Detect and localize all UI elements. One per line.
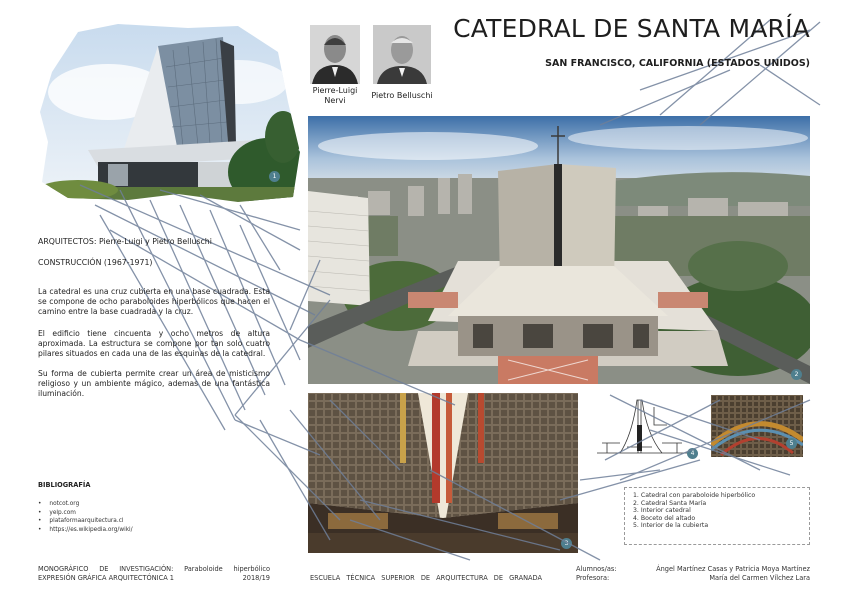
bibliography-item-text: plataformaarquitectura.cl [49, 518, 124, 525]
teacher-label: Profesora: [576, 574, 610, 582]
footer-word: DE [420, 574, 431, 582]
bibliography-item [38, 509, 133, 518]
bibliography-item-text: https://es.wikipedia.org/wiki/ [49, 526, 133, 533]
bibliography-item-text: yelp.com [49, 509, 76, 516]
footer-word: ARQUITECTURA [436, 574, 488, 582]
portrait-belluschi-art [373, 25, 431, 84]
description-paragraph-1: La catedral es una cruz cubierta en una base cuadrada. Esta se compone de ocho paraboloides hiperbólicos que hacen el camino entre la base cuadrada y la cruz. [38, 287, 270, 316]
legend-item: 4. Boceto del altado [633, 514, 696, 522]
footer-left [38, 565, 270, 583]
students-label: Alumnos/as: [576, 565, 617, 573]
image-badge-4: 4 [687, 448, 698, 459]
footer-word: ESCUELA [310, 574, 341, 582]
footer-year: 2018/19 [242, 574, 270, 582]
legend-item: 1. Catedral con paraboloide hiperbólico [633, 492, 756, 499]
footer-labels [576, 565, 617, 583]
teacher-name: María del Carmen Vílchez Lara [709, 574, 810, 582]
footer-names [640, 565, 810, 583]
footer-school [310, 574, 542, 583]
legend-item: 2. Catedral Santa María [633, 499, 707, 507]
photo-cathedral-aerial-art [308, 116, 810, 384]
bibliography-item [38, 517, 133, 526]
legend-item: 5. Interior de la cubierta [633, 522, 709, 530]
footer-word: hiperbólico [233, 565, 270, 573]
footer-word: DE [493, 574, 504, 582]
image-badge-5: 5 [786, 438, 797, 449]
footer-word: Paraboloide [184, 565, 223, 573]
bibliography-item-text: notcot.org [49, 501, 80, 507]
page-subtitle: SAN FRANCISCO, CALIFORNIA (ESTADOS UNIDOS) [545, 58, 810, 69]
footer-left-line-1 [38, 565, 270, 574]
photo-cathedral-exterior [38, 22, 300, 204]
portrait-nervi-art [310, 25, 360, 84]
image-legend [624, 487, 810, 545]
photo-cathedral-aerial [308, 116, 810, 384]
portrait-belluschi [373, 25, 431, 84]
description-paragraph-3: Su forma de cubierta permite crear un área de misticismo religioso y un ambiente mágico, ademas de una fantástica iluminación. [38, 369, 270, 398]
footer-word: MONOGRÁFICO [38, 565, 89, 573]
legend-item: 3. Interior catedral [633, 507, 691, 515]
description-paragraph-2: El edificio tiene cincuenta y ocho metros de altura aproximada. La estructura se compone por tan solo cuatro pilares situados en cada una de las esquinas de la catedral. [38, 329, 270, 358]
footer-word: GRANADA [509, 574, 542, 582]
bibliography-list [38, 500, 133, 534]
image-badge-1: 1 [269, 171, 280, 182]
construction-line: CONSTRUCCIÓN (1967-1971) [38, 258, 153, 267]
footer-word: TÉCNICA [346, 574, 376, 582]
sketch-altar [592, 395, 702, 465]
photo-cathedral-interior-art [308, 393, 578, 553]
architects-line: ARQUITECTOS: Pierre-Luigi y Pietro Belluschi [38, 237, 212, 246]
bibliography-item [38, 526, 133, 535]
students-names: Ángel Martínez Casas y Patricia Moya Martínez [656, 565, 810, 573]
image-badge-3: 3 [561, 538, 572, 549]
footer-course: EXPRESIÓN GRÁFICA ARQUITECTÓNICA 1 [38, 574, 174, 582]
bibliography-heading: BIBLIOGRAFÍA [38, 481, 91, 489]
photo-cathedral-interior [308, 393, 578, 553]
portrait-nervi [310, 25, 360, 84]
bibliography-item [38, 500, 133, 509]
footer-word: DE [99, 565, 109, 573]
portrait-caption-belluschi: Pietro Belluschi [371, 91, 433, 100]
footer-word: SUPERIOR [381, 574, 415, 582]
legend-list [625, 488, 809, 530]
page-title: CATEDRAL DE SANTA MARÍA [453, 14, 810, 43]
portrait-caption-nervi: Pierre-Luigi Nervi [312, 86, 358, 105]
footer-left-line-2 [38, 574, 270, 583]
sketch-altar-art [592, 395, 702, 465]
photo-cathedral-exterior-art [38, 22, 300, 204]
image-badge-2: 2 [791, 369, 802, 380]
footer-word: INVESTIGACIÓN: [119, 565, 174, 573]
